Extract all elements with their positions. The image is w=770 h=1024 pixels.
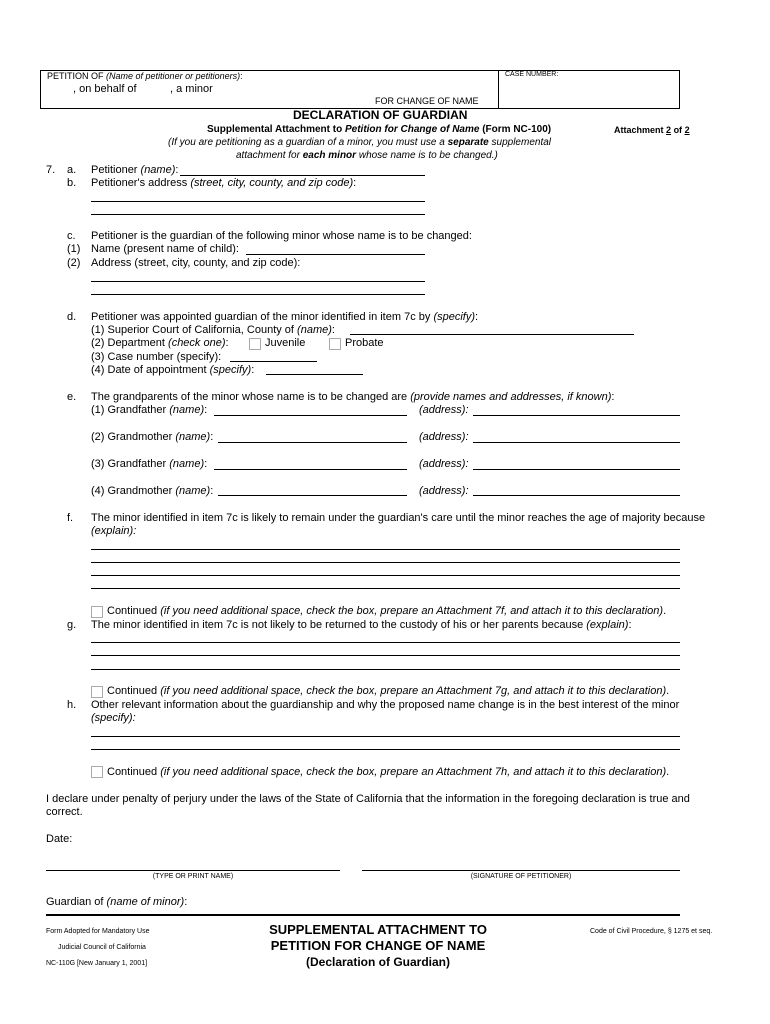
juvenile-checkbox[interactable] [249,338,261,350]
case-number-spec-label: (3) Case number (specify): [91,351,222,363]
instruction-note-2: attachment for each minor whose name is to be changed.) [236,150,498,161]
remain-in-care-text: The minor identified in item 7c is likely to remain under the guardian's care until the minor reaches the age of majority because [91,512,706,524]
child-address-field[interactable] [91,294,425,295]
grandparent-name-label: (4) Grandmother (name): [91,485,214,497]
item-g-letter: g. [67,619,77,631]
specify-field[interactable] [91,749,680,750]
footer-title-2: PETITION FOR CHANGE OF NAME [270,938,486,953]
item-c2-num: (2) [67,257,81,269]
judicial-council: Judicial Council of California [58,944,146,951]
appointment-text: Petitioner was appointed guardian of the minor identified in item 7c by (specify): [91,311,479,323]
grandparent-name-field[interactable] [218,495,407,496]
child-name-label: Name (present name of child): [91,243,239,255]
grandparent-address-label: (address): [419,404,469,416]
specify-field[interactable] [91,736,680,737]
code-reference: Code of Civil Procedure, § 1275 et seq. [590,928,713,935]
continued-7g-checkbox[interactable] [91,686,103,698]
department-label: (2) Department (check one): [91,337,229,349]
explain-hint: (explain): [91,525,137,537]
petitioner-address-field[interactable] [91,201,425,202]
perjury-declaration: I declare under penalty of perjury under the laws of the State of California that the information in the foregoing declaration is true and [46,793,690,805]
footer-title-1: SUPPLEMENTAL ATTACHMENT TO [269,922,487,937]
explain-field[interactable] [91,575,680,576]
petitioner-name-label: Petitioner (name): [91,164,179,176]
item-e-letter: e. [67,391,77,403]
grandparent-address-field[interactable] [473,469,680,470]
case-number-label: CASE NUMBER: [505,71,559,78]
form-id: NC-110G [New January 1, 2001] [46,960,148,967]
grandparent-name-field[interactable] [214,415,407,416]
type-name-caption: (TYPE OR PRINT NAME) [152,873,234,880]
explain-field[interactable] [91,588,680,589]
case-number-field[interactable] [230,361,317,362]
caption-divider [498,70,499,109]
other-info-text: Other relevant information about the guardianship and why the proposed name change is in the best interest of the minor [91,699,680,711]
child-address-field[interactable] [91,281,425,282]
footer-title-3: (Declaration of Guardian) [305,955,451,969]
child-name-field[interactable] [246,254,425,255]
on-behalf-of-text: , on behalf of [73,83,137,95]
superior-court-label: (1) Superior Court of California, County of (name): [91,324,335,336]
guardian-of-label: Guardian of (name of minor): [46,896,188,908]
explain-field[interactable] [91,669,680,670]
date-label: Date: [46,833,73,845]
grandparents-text: The grandparents of the minor whose name is to be changed are (provide names and addresses, if known): [91,391,615,403]
signature-field[interactable] [362,870,680,871]
instruction-note-1: (If you are petitioning as a guardian of a minor, you must use a separate supplemental [168,137,552,148]
for-change-of-name: FOR CHANGE OF NAME [375,96,479,106]
explain-field[interactable] [91,549,680,550]
guardian-of-minor-text: Petitioner is the guardian of the following minor whose name is to be changed: [91,230,472,242]
explain-field[interactable] [91,655,680,656]
child-address-label: Address (street, city, county, and zip code): [91,257,301,269]
printed-name-field[interactable] [46,870,340,871]
a-minor-text: , a minor [170,83,213,95]
grandparent-address-field[interactable] [473,442,680,443]
item-b-letter: b. [67,177,77,189]
continued-7h-label: Continued (if you need additional space, check the box, prepare an Attachment 7h, and attach it to this declaration). [107,766,670,778]
county-field[interactable] [350,334,634,335]
item-f-letter: f. [67,512,74,524]
page-title: DECLARATION OF GUARDIAN [293,108,468,122]
grandparent-name-field[interactable] [218,442,407,443]
footer-rule [46,914,680,916]
probate-checkbox[interactable] [329,338,341,350]
not-returned-text: The minor identified in item 7c is not likely to be returned to the custody of his or her parents because (explain): [91,619,632,631]
probate-label: Probate [345,337,384,349]
attachment-counter: Attachment 2 of 2 [614,125,690,135]
continued-7f-label: Continued (if you need additional space, check the box, prepare an Attachment 7f, and attach it to this declaration). [107,605,667,617]
grandparent-name-label: (2) Grandmother (name): [91,431,214,443]
item-c1-num: (1) [67,243,81,255]
item-d-letter: d. [67,311,77,323]
petitioner-address-field[interactable] [91,214,425,215]
subtitle: Supplemental Attachment to Petition for Change of Name (Form NC-100) [207,124,552,135]
grandparent-address-field[interactable] [473,415,680,416]
grandparent-name-label: (1) Grandfather (name): [91,404,208,416]
explain-field[interactable] [91,562,680,563]
signature-caption: (SIGNATURE OF PETITIONER) [470,873,572,880]
grandparent-address-label: (address): [419,485,469,497]
item-number: 7. [46,164,56,176]
grandparent-name-field[interactable] [214,469,407,470]
item-c-letter: c. [67,230,76,242]
form-adopted-note: Form Adopted for Mandatory Use [46,928,150,935]
continued-7h-checkbox[interactable] [91,766,103,778]
petition-of-label: PETITION OF (Name of petitioner or petitioners): [47,71,243,81]
specify-hint: (specify): [91,712,136,724]
grandparent-address-label: (address): [419,458,469,470]
continued-7g-label: Continued (if you need additional space, check the box, prepare an Attachment 7g, and attach it to this declaration). [107,685,670,697]
perjury-declaration-end: correct. [46,806,83,818]
petitioner-address-label: Petitioner's address (street, city, county, and zip code): [91,177,357,189]
item-h-letter: h. [67,699,77,711]
continued-7f-checkbox[interactable] [91,606,103,618]
juvenile-label: Juvenile [265,337,306,349]
explain-field[interactable] [91,642,680,643]
appointment-date-label: (4) Date of appointment (specify): [91,364,255,376]
item-a-letter: a. [67,164,77,176]
appointment-date-field[interactable] [266,374,363,375]
grandparent-name-label: (3) Grandfather (name): [91,458,208,470]
petitioner-name-field[interactable] [180,175,425,176]
grandparent-address-label: (address): [419,431,469,443]
grandparent-address-field[interactable] [473,495,680,496]
